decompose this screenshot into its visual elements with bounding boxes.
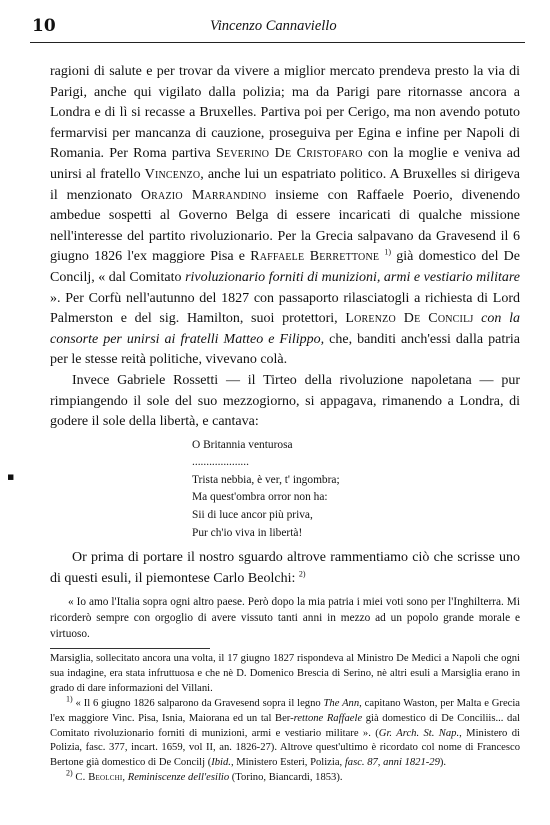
poem-line: Pur ch'io viva in libertà!	[192, 526, 303, 539]
paragraph-1	[50, 62, 520, 371]
paragraph-2: Invece Gabriele Rossetti — il Tirteo della rivoluzione napoletana — pur rimpiangendo il sole del suo mezzogiorno, si appagava, rimanendo a Londra, di godere il sole della libertà, e cantava:	[50, 372, 520, 430]
book-title: Reminiscenze dell'esilio	[127, 772, 230, 784]
footnote-ref[interactable]: 1)	[384, 247, 392, 257]
text-run: « Il 6 giugno 1826 salparono da Gravesend sopra il legno	[72, 697, 324, 709]
poem-ellipsis: ....................	[192, 456, 249, 469]
text-run: che, banditi anch'essi dalla patria per le stesse reità politiche, vivevano colà.	[50, 331, 520, 368]
text-run: ». Per Corfù nell'autunno del 1827 con passaporto rilasciatogli a richiesta di Lord Palmerston e del sig. Hamilton, suoi protettori,	[50, 290, 520, 327]
page-header	[30, 14, 525, 43]
text-run: Or prima di portare il nostro sguardo altrove rammentiamo ciò che scrisse uno di questi esuli, il piemontese Carlo Beolchi:	[50, 550, 520, 586]
person-name: Severino De Cristofaro	[215, 146, 363, 162]
italic-run: Gr. Arch. St. Nap.	[378, 727, 460, 739]
text-run: già domestico del De Concilj, « dal Comitato	[50, 249, 520, 285]
footnote-continuation: Marsiglia, sollecitato ancora una volta, il 17 giugno 1827 rispondeva al Ministro De Medici a Napoli che ogni sua indagine, era stata infruttuosa e che nè D. Domenico Brescia di Serino, nè altri esuli a Marsiglia erano in grado di dare informazioni del Villani.	[50, 653, 520, 694]
footnote-mark: 1)	[66, 694, 73, 704]
text-run: già domestico di De Conciliis... dal Comitato rivoluzionario forniti di munizioni, armi e vestiario militare ». (	[50, 712, 520, 739]
italic-run: con la consorte per unirsi ai fratelli Matteo e Filippo,	[50, 311, 520, 347]
poem-line: O Britannia venturosa	[192, 438, 293, 451]
footnote-mark: 2)	[66, 768, 73, 778]
footnote-rule	[50, 648, 210, 649]
footnote-2	[50, 768, 520, 786]
italic-run: Ibid.	[211, 757, 231, 769]
poem-quote	[192, 437, 520, 543]
text-run: insieme con Raffaele Poerio, divenendo ambedue sospetti al Governo Belga di essere incaricati di qualche missione nell'interesse del partito rivoluzionario. Per la Grecia salpavano da Gravesend il 6 giugno 1826 l'ex maggiore Pisa e	[50, 187, 520, 265]
running-title: Vincenzo Cannaviello	[210, 18, 337, 34]
footnote-ref[interactable]: 2)	[298, 569, 306, 579]
page-number: 10	[32, 16, 56, 36]
text-run: ragioni di salute e per trovar da vivere a miglior mercato prendeva presto la via di Parigi, anche qui vigilato dalla polizia; ma da Parigi pare ritornasse ancora a Londra e di lì si recasse a Bruxelles. Partiva poi per Cerigo, ma non avendo potuto fermarvisi per mancanza di cauzione, proseguiva per Egina e infine per Napoli di Romania. Per Roma partiva	[50, 64, 520, 162]
text-run: , capitano Waston, per Malta e Grecia l'ex maggiore Vinc. Pisa, Isnia, Maiorana ed un tal Ber-	[50, 697, 520, 724]
author-name: C. Beolchi	[75, 772, 123, 784]
italic-run: fasc. 87, anni 1821-29	[344, 757, 440, 769]
poem-line: Ma quest'ombra orror non ha:	[192, 491, 328, 504]
footnote-1	[50, 694, 520, 772]
poem-line: Sii di luce ancor più priva,	[192, 509, 313, 522]
text-run: , anche lui un espatriato politico. A Bruxelles si dirigeva il menzionato	[50, 166, 520, 203]
text-run: , Ministero di Polizia, fasc. 377, incart. 1659, vol II, an. 1826-27). Altrove quest'ultimo è ricordato col nome di Francesco Bertone già domestico di De Concilj (	[50, 727, 520, 769]
margin-mark: ▪	[7, 470, 15, 483]
text-run: ).	[439, 757, 447, 769]
person-name: Raffaele Berrettone	[250, 249, 380, 265]
person-name: Vincenzo	[144, 166, 201, 182]
italic-run: The Ann	[323, 697, 360, 709]
beolchi-quote: « Io amo l'Italia sopra ogni altro paese. Però dopo la mia patria i miei voti sono per l'Inghilterra. Mi ricorderò sempre con orgoglio di avere vissuto tanti anni in mezzo ad un popolo grande morale e virtuoso.	[50, 596, 520, 641]
main-text	[50, 62, 520, 643]
footnotes	[50, 652, 520, 786]
text-run: ,	[122, 772, 128, 784]
paragraph-3	[50, 548, 520, 589]
text-run: con la moglie e veniva ad unirsi al fratello	[50, 146, 520, 182]
text-run: (Torino, Biancardi, 1853).	[229, 772, 343, 784]
person-name: Orazio Marrandino	[140, 187, 267, 203]
italic-run: rettone Raffaele	[293, 712, 363, 724]
text-run: , Ministero Esteri, Polizia,	[230, 757, 345, 769]
poem-line: Trista nebbia, è ver, t' ingombra;	[192, 473, 340, 486]
italic-run: rivoluzionario forniti di munizioni, armi e vestiario militare	[185, 269, 520, 285]
person-name: Lorenzo De Concilj	[345, 311, 474, 327]
